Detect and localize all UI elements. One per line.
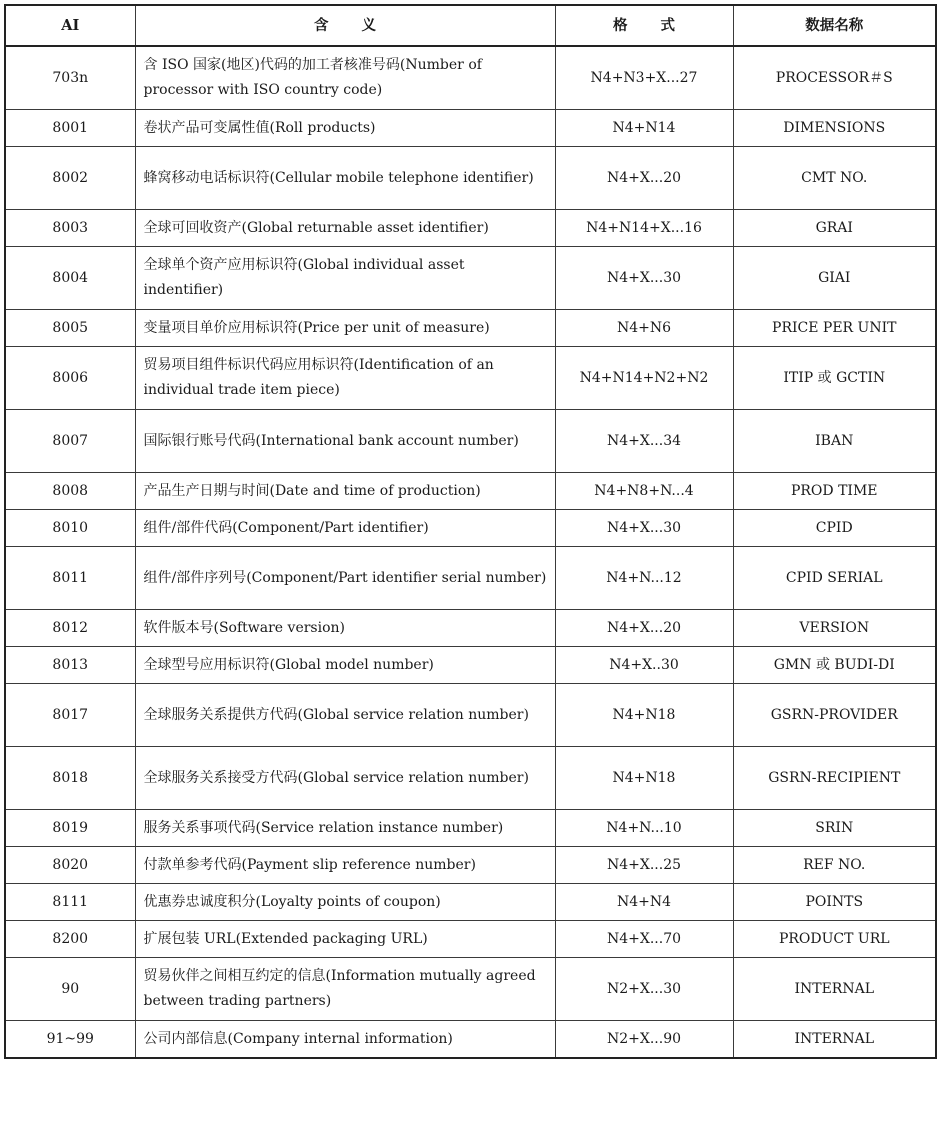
data-name-cell: CPID SERIAL: [733, 547, 936, 610]
format-cell: N4+N3+X...27: [555, 46, 733, 110]
format-cell: N4+N14: [555, 110, 733, 147]
meaning-cell: 全球服务关系接受方代码(Global service relation number): [135, 747, 555, 810]
table-row: [5, 247, 936, 310]
table-row: [5, 684, 936, 747]
table-row: [5, 547, 936, 610]
ai-cell: 8018: [5, 747, 135, 810]
table-row: [5, 46, 936, 110]
data-name-cell: ITIP 或 GCTIN: [733, 347, 936, 410]
format-cell: N2+X...30: [555, 958, 733, 1021]
format-cell: N4+X...20: [555, 147, 733, 210]
meaning-cell: 变量项目单价应用标识符(Price per unit of measure): [135, 310, 555, 347]
data-name-cell: SRIN: [733, 810, 936, 847]
table-row: [5, 310, 936, 347]
meaning-cell: 产品生产日期与时间(Date and time of production): [135, 473, 555, 510]
meaning-cell: 蜂窝移动电话标识符(Cellular mobile telephone identifier): [135, 147, 555, 210]
table-header: [5, 5, 936, 46]
data-name-cell: GMN 或 BUDI-DI: [733, 647, 936, 684]
data-name-cell: PRICE PER UNIT: [733, 310, 936, 347]
table-row: [5, 847, 936, 884]
data-name-cell: GSRN-PROVIDER: [733, 684, 936, 747]
data-name-cell: DIMENSIONS: [733, 110, 936, 147]
format-cell: N4+N6: [555, 310, 733, 347]
data-name-cell: PROD TIME: [733, 473, 936, 510]
header-row: [5, 5, 936, 46]
meaning-cell: 含 ISO 国家(地区)代码的加工者核准号码(Number of processor with ISO country code): [135, 46, 555, 110]
format-cell: N4+N4: [555, 884, 733, 921]
ai-cell: 8012: [5, 610, 135, 647]
format-cell: N4+N8+N...4: [555, 473, 733, 510]
format-cell: N4+X...30: [555, 247, 733, 310]
ai-cell: 8005: [5, 310, 135, 347]
format-cell: N4+X...34: [555, 410, 733, 473]
ai-cell: 8003: [5, 210, 135, 247]
format-cell: N4+N...10: [555, 810, 733, 847]
format-cell: N4+N...12: [555, 547, 733, 610]
ai-cell: 8020: [5, 847, 135, 884]
ai-cell: 8013: [5, 647, 135, 684]
meaning-cell: 全球服务关系提供方代码(Global service relation number): [135, 684, 555, 747]
data-name-cell: GIAI: [733, 247, 936, 310]
data-name-cell: PROCESSOR＃S: [733, 46, 936, 110]
ai-cell: 8006: [5, 347, 135, 410]
format-cell: N4+X...20: [555, 610, 733, 647]
ai-cell: 8001: [5, 110, 135, 147]
meaning-cell: 组件/部件序列号(Component/Part identifier serial number): [135, 547, 555, 610]
data-name-cell: INTERNAL: [733, 1021, 936, 1059]
meaning-cell: 贸易项目组件标识代码应用标识符(Identification of an individual trade item piece): [135, 347, 555, 410]
table-row: [5, 210, 936, 247]
table-row: [5, 510, 936, 547]
ai-cell: 8200: [5, 921, 135, 958]
table-body: [5, 46, 936, 1058]
meaning-cell: 全球可回收资产(Global returnable asset identifier): [135, 210, 555, 247]
table-row: [5, 1021, 936, 1059]
header-meaning: 含 义: [135, 5, 555, 46]
data-name-cell: PRODUCT URL: [733, 921, 936, 958]
table-row: [5, 747, 936, 810]
table-row: [5, 410, 936, 473]
table-row: [5, 884, 936, 921]
data-name-cell: IBAN: [733, 410, 936, 473]
meaning-cell: 贸易伙伴之间相互约定的信息(Information mutually agreed between trading partners): [135, 958, 555, 1021]
ai-cell: 8004: [5, 247, 135, 310]
data-name-cell: CPID: [733, 510, 936, 547]
data-name-cell: GRAI: [733, 210, 936, 247]
format-cell: N4+N18: [555, 747, 733, 810]
data-name-cell: POINTS: [733, 884, 936, 921]
meaning-cell: 软件版本号(Software version): [135, 610, 555, 647]
table-row: [5, 473, 936, 510]
data-name-cell: INTERNAL: [733, 958, 936, 1021]
data-name-cell: VERSION: [733, 610, 936, 647]
ai-cell: 8111: [5, 884, 135, 921]
format-cell: N4+X...25: [555, 847, 733, 884]
meaning-cell: 国际银行账号代码(International bank account number): [135, 410, 555, 473]
table-row: [5, 810, 936, 847]
format-cell: N4+N14+N2+N2: [555, 347, 733, 410]
format-cell: N2+X...90: [555, 1021, 733, 1059]
format-cell: N4+X..30: [555, 647, 733, 684]
meaning-cell: 公司内部信息(Company internal information): [135, 1021, 555, 1059]
ai-cell: 8002: [5, 147, 135, 210]
meaning-cell: 扩展包装 URL(Extended packaging URL): [135, 921, 555, 958]
format-cell: N4+N14+X...16: [555, 210, 733, 247]
data-name-cell: GSRN-RECIPIENT: [733, 747, 936, 810]
data-name-cell: CMT NO.: [733, 147, 936, 210]
ai-table: [4, 4, 937, 1059]
meaning-cell: 服务关系事项代码(Service relation instance number): [135, 810, 555, 847]
format-cell: N4+X...70: [555, 921, 733, 958]
table-row: [5, 921, 936, 958]
meaning-cell: 付款单参考代码(Payment slip reference number): [135, 847, 555, 884]
meaning-cell: 全球型号应用标识符(Global model number): [135, 647, 555, 684]
ai-cell: 90: [5, 958, 135, 1021]
table-row: [5, 647, 936, 684]
header-data-name: 数据名称: [733, 5, 936, 46]
ai-cell: 8007: [5, 410, 135, 473]
meaning-cell: 卷状产品可变属性值(Roll products): [135, 110, 555, 147]
ai-cell: 8017: [5, 684, 135, 747]
meaning-cell: 组件/部件代码(Component/Part identifier): [135, 510, 555, 547]
table-row: [5, 958, 936, 1021]
table-row: [5, 147, 936, 210]
ai-cell: 8010: [5, 510, 135, 547]
table-row: [5, 610, 936, 647]
header-format: 格 式: [555, 5, 733, 46]
format-cell: N4+X...30: [555, 510, 733, 547]
table-row: [5, 347, 936, 410]
meaning-cell: 优惠券忠诚度积分(Loyalty points of coupon): [135, 884, 555, 921]
ai-cell: 91~99: [5, 1021, 135, 1059]
header-ai: AI: [5, 5, 135, 46]
ai-cell: 8019: [5, 810, 135, 847]
data-name-cell: REF NO.: [733, 847, 936, 884]
ai-cell: 8011: [5, 547, 135, 610]
meaning-cell: 全球单个资产应用标识符(Global individual asset indentifier): [135, 247, 555, 310]
table-row: [5, 110, 936, 147]
ai-cell: 8008: [5, 473, 135, 510]
ai-cell: 703n: [5, 46, 135, 110]
format-cell: N4+N18: [555, 684, 733, 747]
